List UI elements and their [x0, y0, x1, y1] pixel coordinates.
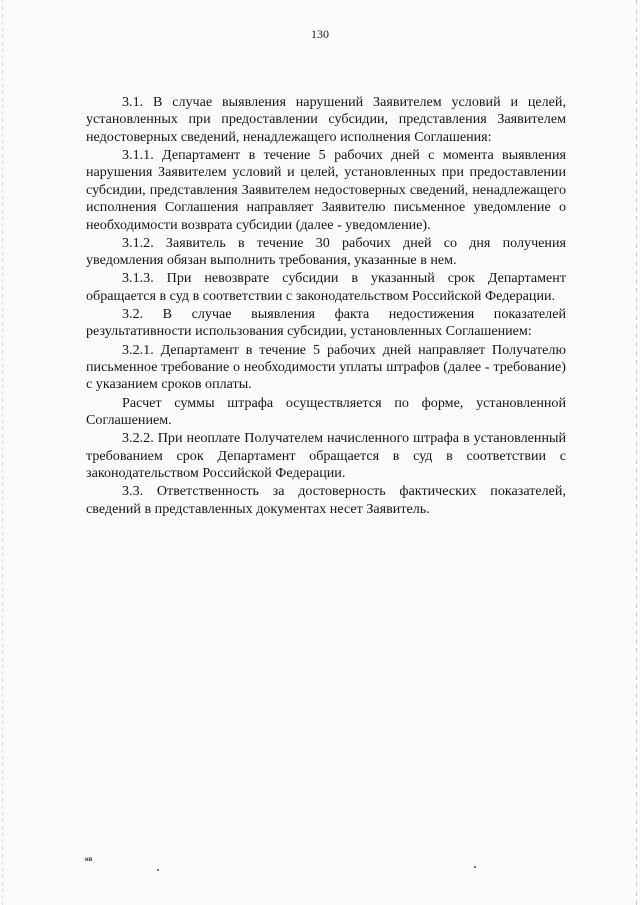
scan-edge-left: [2, 0, 3, 905]
paragraph-3-2: 3.2. В случае выявления факта недостижения показателей результативности использования субсидии, установленных Соглашением:: [86, 306, 566, 340]
paragraph-3-1-2: 3.1.2. Заявитель в течение 30 рабочих дней со дня получения уведомления обязан выполнить требования, указанные в нем.: [86, 234, 566, 269]
footer-initials: нв: [85, 857, 93, 863]
paragraph-3-1: 3.1. В случае выявления нарушений Заявителем условий и целей, установленных при предоставлении субсидии, представления Заявителем недостоверных сведений, ненадлежащего исполнения Соглашения:: [86, 94, 566, 145]
scan-speck: [474, 866, 476, 868]
paragraph-3-2-1: 3.2.1. Департамент в течение 5 рабочих дней направляет Получателю письменное требование о необходимости уплаты штрафов (далее - требование) с указанием сроков оплаты.: [86, 341, 566, 393]
page-number: 130: [311, 27, 329, 41]
paragraph-3-2-2: 3.2.2. При неоплате Получателем начисленного штрафа в установленный требованием срок Департамент обращается в суд в соответствии с законодательством Российской Федерации.: [86, 430, 566, 482]
document-body: [86, 94, 566, 518]
paragraph-3-3: 3.3. Ответственность за достоверность фактических показателей, сведений в представленных документах несет Заявитель.: [86, 483, 566, 517]
scan-edge-right: [636, 0, 637, 905]
paragraph-3-1-3: 3.1.3. При невозврате субсидии в указанный срок Департамент обращается в суд в соответствии с законодательством Российской Федерации.: [86, 270, 566, 304]
paragraph-3-1-1: 3.1.1. Департамент в течение 5 рабочих дней с момента выявления нарушения Заявителем условий и целей, установленных при предоставлении субсидии, представления Заявителем недостоверных сведений, ненадлежащего исполнения Соглашения направляет Заявителю письменное уведомление о необходимости возврата субсидии (далее - уведомление).: [86, 147, 566, 233]
paragraph-fine-calculation: Расчет суммы штрафа осуществляется по форме, установленной Соглашением.: [86, 394, 566, 429]
scan-speck: [157, 869, 159, 871]
